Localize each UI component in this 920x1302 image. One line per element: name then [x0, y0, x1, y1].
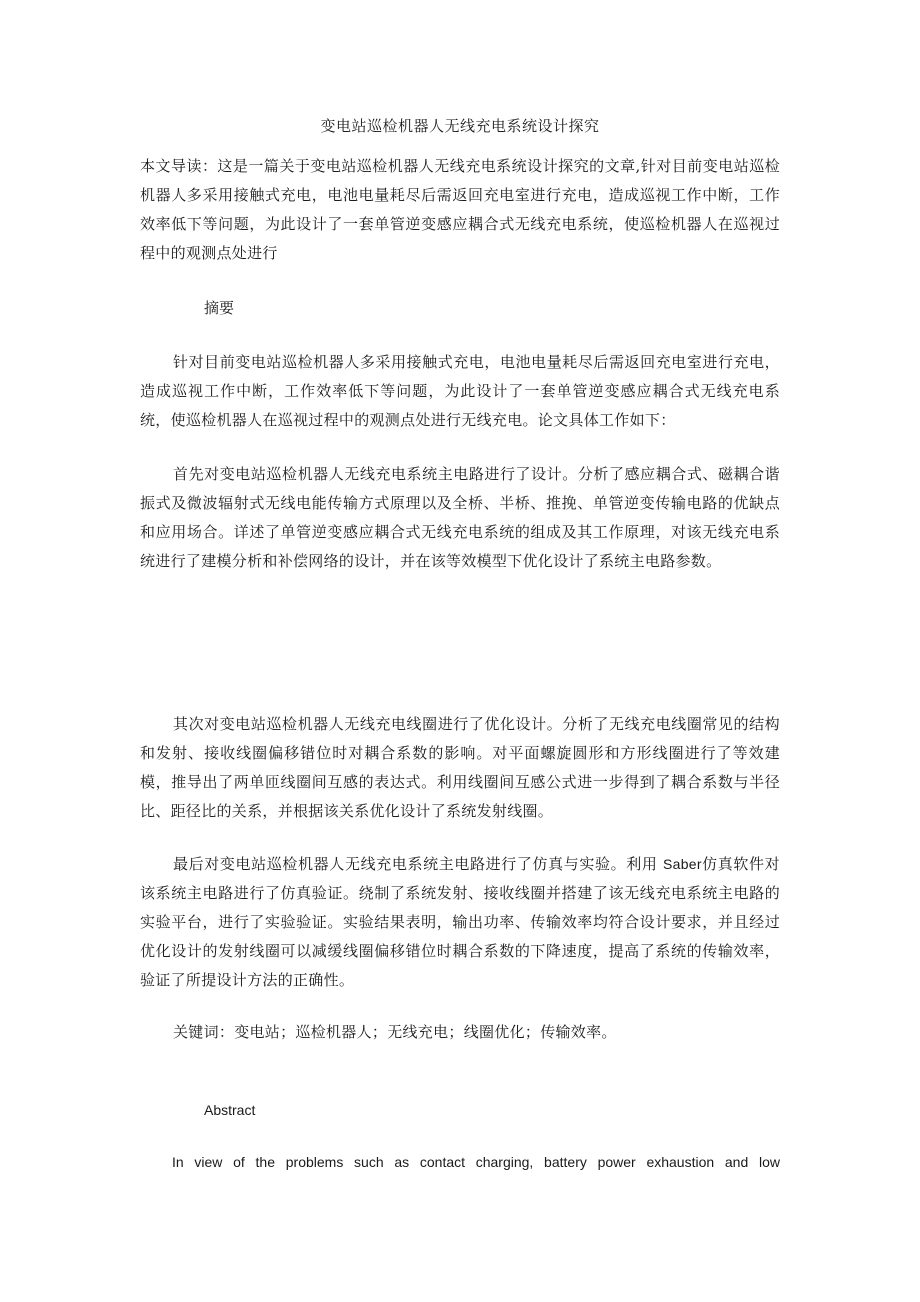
document-title: 变电站巡检机器人无线充电系统设计探究 — [320, 117, 600, 135]
abstract-en-line: In view of the problems such as contact charging, battery power exhaustion and low — [172, 1154, 780, 1170]
saber-term: Saber — [662, 856, 702, 872]
body-paragraph-4 — [140, 850, 780, 995]
abstract-cn-heading: 摘要 — [204, 299, 235, 317]
body-paragraph-2: 首先对变电站巡检机器人无线充电系统主电路进行了设计。分析了感应耦合式、磁耦合谐振式及微波辐射式无线电能传输方式原理以及全桥、半桥、推挽、单管逆变传输电路的优缺点和应用场合。详述了单管逆变感应耦合式无线充电系统的组成及其工作原理，对该无线充电系统进行了建模分析和补偿网络的设计，并在该等效模型下优化设计了系统主电路参数。 — [140, 465, 780, 570]
intro-paragraph: 本文导读：这是一篇关于变电站巡检机器人无线充电系统设计探究的文章,针对目前变电站巡检机器人多采用接触式充电，电池电量耗尽后需返回充电室进行充电，造成巡视工作中断，工作效率低下等问题，为此设计了一套单管逆变感应耦合式无线充电系统，使巡检机器人在巡视过程中的观测点处进行 — [140, 157, 780, 262]
abstract-en-heading: Abstract — [204, 1102, 256, 1118]
paragraph-4-text-end: 仿真软件对该系统主电路进行了仿真验证。绕制了系统发射、接收线圈并搭建了该无线充电系统主电路的实验平台，进行了实验验证。实验结果表明，输出功率、传输效率均符合设计要求，并且经过优化设计的发射线圈可以减缓线圈偏移错位时耦合系数的下降速度，提高了系统的传输效率，验证了所提设计方法的正确性。 — [140, 855, 780, 989]
keywords-line: 关键词：变电站；巡检机器人；无线充电；线圈优化；传输效率。 — [173, 1023, 617, 1041]
body-paragraph-1: 针对目前变电站巡检机器人多采用接触式充电，电池电量耗尽后需返回充电室进行充电，造成巡视工作中断，工作效率低下等问题，为此设计了一套单管逆变感应耦合式无线充电系统，使巡检机器人在巡视过程中的观测点处进行无线充电。论文具体工作如下： — [140, 353, 780, 429]
paragraph-4-text-start: 最后对变电站巡检机器人无线充电系统主电路进行了仿真与实验。利用 — [173, 855, 663, 873]
body-paragraph-3: 其次对变电站巡检机器人无线充电线圈进行了优化设计。分析了无线充电线圈常见的结构和发射、接收线圈偏移错位时对耦合系数的影响。对平面螺旋圆形和方形线圈进行了等效建模，推导出了两单匝线圈间互感的表达式。利用线圈间互感公式进一步得到了耦合系数与半径比、距径比的关系，并根据该关系优化设计了系统发射线圈。 — [140, 715, 780, 820]
